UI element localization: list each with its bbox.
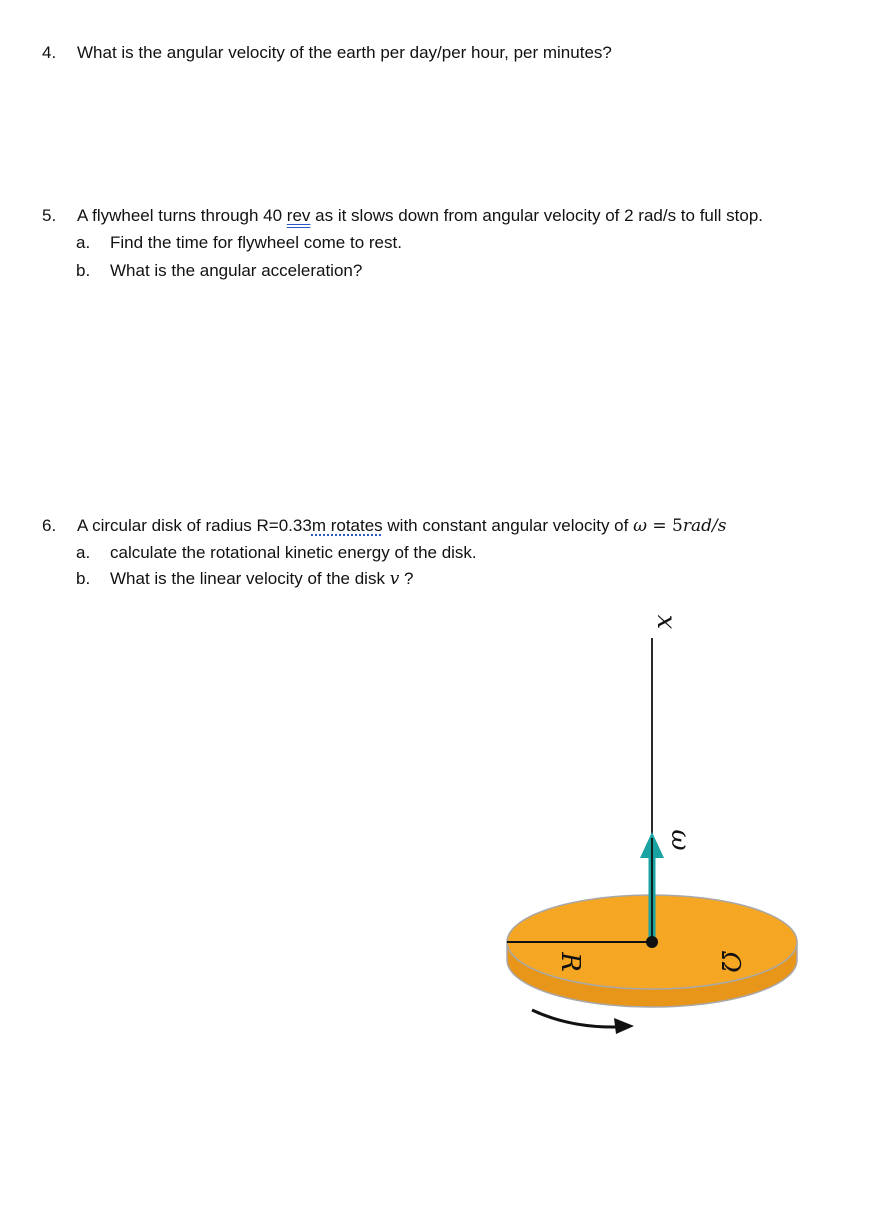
rotating-disk-figure — [490, 600, 820, 1060]
question-4-number: 4. — [42, 43, 57, 62]
omega-capital-label: Ω — [715, 951, 745, 973]
rotation-direction-arrow — [532, 1010, 618, 1027]
question-6b-letter: b. — [76, 569, 91, 588]
spellcheck-underline: rev — [286, 206, 311, 225]
radius-label: R — [555, 952, 585, 972]
velocity-variable: v — [389, 569, 400, 589]
grammar-underline: m rotates — [311, 516, 383, 535]
question-5-text: A flywheel turns through 40 rev as it slows down from angular velocity of 2 rad/s to full stop. — [77, 206, 764, 225]
question-6a-text: calculate the rotational kinetic energy of the disk. — [110, 543, 477, 562]
question-6b-text: What is the linear velocity of the disk v ? — [110, 569, 414, 589]
omega-symbol: ω — [633, 516, 647, 536]
question-4-text: What is the angular velocity of the earth per day/per hour, per minutes? — [77, 43, 612, 62]
question-5b-letter: b. — [76, 261, 91, 280]
question-6-text: A circular disk of radius R=0.33m rotates with constant angular velocity of ω = 5rad/s — [77, 516, 727, 536]
question-5b-text: What is the angular acceleration? — [110, 261, 363, 280]
disk-center — [646, 936, 658, 948]
axis-label-x: x — [651, 614, 681, 630]
omega-label: ω — [665, 829, 695, 851]
rotation-arrowhead — [614, 1018, 634, 1034]
question-5-number: 5. — [42, 206, 57, 225]
question-6-number: 6. — [42, 516, 57, 535]
question-6a-letter: a. — [76, 543, 91, 562]
question-5a-letter: a. — [76, 233, 91, 252]
question-5a-text: Find the time for flywheel come to rest. — [110, 233, 402, 252]
